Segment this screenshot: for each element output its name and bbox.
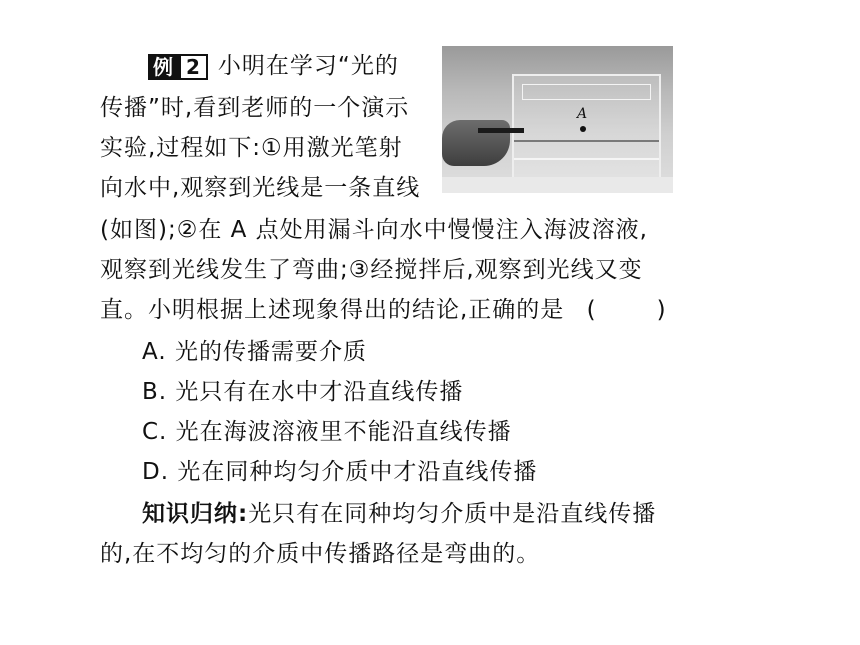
question-line-7 <box>100 296 667 324</box>
question-line-1 <box>148 52 399 80</box>
question-line-2: 传播”时,看到老师的一个演示 <box>100 95 410 121</box>
option-a[interactable]: A. 光的传播需要介质 <box>142 339 367 365</box>
example-badge-number: 2 <box>179 54 208 80</box>
table-surface <box>442 177 673 193</box>
answer-bracket-close: ) <box>656 297 667 323</box>
question-line-5: (如图);②在 A 点处用漏斗向水中慢慢注入海波溶液, <box>100 217 648 243</box>
experiment-photo <box>442 46 673 193</box>
point-a-marker <box>580 126 586 132</box>
summary-line-1 <box>142 500 656 528</box>
option-d[interactable]: D. 光在同种均匀介质中才沿直线传播 <box>142 459 538 485</box>
question-line-3: 实验,过程如下:①用激光笔射 <box>100 135 403 161</box>
summary-label: 知识归纳: <box>142 501 249 527</box>
example-badge-prefix: 例 <box>148 54 179 80</box>
question-text-7: 直。小明根据上述现象得出的结论,正确的是 <box>100 297 565 323</box>
answer-bracket-open: ( <box>586 297 597 323</box>
question-line-4: 向水中,观察到光线是一条直线 <box>100 175 421 201</box>
summary-line-2: 的,在不均匀的介质中传播路径是弯曲的。 <box>100 541 541 567</box>
question-text-1: 小明在学习“光的 <box>217 53 399 79</box>
question-line-6: 观察到光线发生了弯曲;③经搅拌后,观察到光线又变 <box>100 257 643 283</box>
option-c[interactable]: C. 光在海波溶液里不能沿直线传播 <box>142 419 512 445</box>
laser-pen <box>478 128 524 133</box>
option-b[interactable]: B. 光只有在水中才沿直线传播 <box>142 379 464 405</box>
summary-text-1: 光只有在同种均匀介质中是沿直线传播 <box>248 501 657 527</box>
tank-rim <box>522 84 651 100</box>
example-badge <box>148 54 208 80</box>
laser-beam <box>514 158 659 160</box>
water-surface <box>514 140 659 142</box>
glass-tank <box>512 74 661 180</box>
hand-holding-pen <box>442 120 510 166</box>
point-a-label: A <box>577 106 588 122</box>
